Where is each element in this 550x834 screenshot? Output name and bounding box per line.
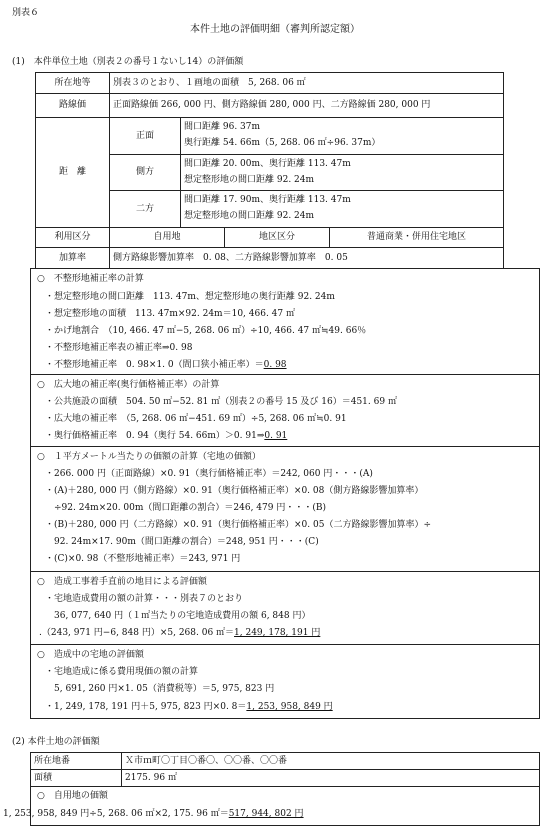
distance-label: 距 離	[35, 117, 110, 228]
lot-location-value: Ｘ市ｍ町〇丁目〇番〇、〇〇番、〇〇番	[121, 752, 540, 770]
before-construction-block	[30, 571, 540, 645]
calc-line	[3, 809, 304, 820]
second-values	[180, 190, 504, 228]
section2-heading: (2) 本件土地の評価額	[12, 737, 100, 747]
add-label: 加算率	[35, 247, 110, 269]
block-result-line	[45, 702, 333, 713]
self-use-block	[3, 786, 540, 826]
front-label: 正面	[109, 117, 181, 155]
second-line: 間口距離 17. 90m、奥行距離 113. 47m	[184, 195, 351, 205]
result-prefix: ・不整形地補正率 0. 98×1. 0（間口狭小補正率）＝	[45, 360, 264, 370]
result-value: 0. 91	[264, 431, 288, 441]
result-prefix: ・1, 249, 178, 191 円＋5, 975, 823 円×0. 8＝	[45, 702, 247, 712]
route-label: 路線価	[35, 93, 110, 118]
block-title: ○ １平方メートル当たりの価額の計算（宅地の価額）	[37, 452, 261, 462]
lot-location-label: 所在地番	[30, 752, 122, 770]
irregular-block	[30, 268, 540, 375]
calc-prefix: 1, 253, 958, 849 円÷5, 268. 06 ㎡×2, 175. 96 ㎡＝	[3, 809, 229, 819]
block-line: ・(A)＋280, 000 円（側方路線）×0. 91（奥行価格補正率）×0. 08（側方路線影響加算率）	[45, 486, 424, 496]
result-value: 0. 98	[263, 360, 287, 370]
block-line: ・公共施設の面積 504. 50 ㎡−52. 81 ㎡（別表２の番号 15 及び 16）＝451. 69 ㎡	[45, 397, 397, 407]
appendix-tag: 別表６	[12, 8, 40, 18]
block-line: ・宅地造成費用の額の計算・・・別表７のとおり	[45, 594, 244, 604]
route-value: 正面路線価 266, 000 円、側方路線価 280, 000 円、二方路線価 280, 000 円	[109, 93, 504, 118]
block-title: ○ 不整形地補正率の計算	[37, 274, 144, 284]
block-result-line	[45, 431, 287, 442]
result-prefix: .（243, 971 円−6, 848 円）×5, 268. 06 ㎡＝	[39, 628, 235, 638]
block-result-line	[45, 360, 287, 371]
area-value: 2175. 96 ㎡	[121, 769, 540, 787]
block-title: ○ 広大地の補正率(奥行価格補正率）の計算	[37, 380, 220, 390]
block-line: 5, 691, 260 円×1. 05（消費税等）＝5, 975, 823 円	[45, 684, 275, 694]
block-title: ○ 造成工事着手直前の地目による評価額	[37, 577, 207, 587]
result-value: 1, 249, 178, 191 円	[234, 628, 321, 638]
zone-value: 普通商業・併用住宅地区	[329, 227, 504, 248]
during-construction-block	[30, 644, 540, 719]
location-label: 所在地等	[35, 72, 110, 94]
block-line: ・(C)×0. 98（不整形地補正率）＝243, 971 円	[45, 554, 241, 564]
block-line: 92. 24m×17. 90m（間口距離の割合）＝248, 951 円・・・(C)	[45, 537, 319, 547]
block-line: ・想定整形地の間口距離 113. 47m、想定整形地の奥行距離 92. 24m	[45, 292, 335, 302]
unit-price-block	[30, 446, 540, 572]
block-line: ・(B)＋280, 000 円（二方路線）×0. 91（奥行価格補正率）×0. 05（二方路線影響加算率）÷	[45, 520, 431, 530]
side-line: 想定整形地の間口距離 92. 24m	[184, 175, 315, 185]
second-line: 想定整形地の間口距離 92. 24m	[184, 211, 315, 221]
use-label: 利用区分	[35, 227, 110, 248]
block-line: ・広大地の補正率 （5, 268. 06 ㎡−451. 69 ㎡）÷5, 268. 06 ㎡≒0. 91	[45, 414, 347, 424]
block-title: ○ 自用地の価額	[37, 791, 108, 801]
front-line: 間口距離 96. 37m	[184, 122, 261, 132]
result-prefix: ・奥行価格補正率 0. 94（奥行 54. 66m）＞0. 91⇒	[45, 431, 265, 441]
add-value: 側方路線影響加算率 0. 08、二方路線影響加算率 0. 05	[109, 247, 504, 269]
side-label: 側方	[109, 154, 181, 191]
wide-land-block	[30, 374, 540, 447]
section1-heading: (1) 本件単位土地（別表２の番号１ないし14）の評価額	[12, 57, 244, 67]
location-value: 別表３のとおり、１画地の面積 5, 268. 06 ㎡	[109, 72, 504, 94]
block-line: ・不整形地補正率表の補正率⇒0. 98	[45, 343, 193, 353]
calc-value: 517, 944, 802 円	[228, 809, 304, 819]
front-line: 奥行距離 54. 66m（5, 268. 06 ㎡÷96. 37m）	[184, 138, 381, 148]
block-line: ・宅地造成に係る費用現価の額の計算	[45, 667, 199, 677]
page-title: 本件土地の評価明細（審判所認定額）	[190, 24, 360, 35]
area-label: 面積	[30, 769, 122, 787]
second-label: 二方	[109, 190, 181, 228]
block-result-line	[39, 628, 320, 639]
block-line: ÷92. 24m×20. 00m（間口距離の割合）＝246, 479 円・・・(B)	[45, 503, 326, 513]
block-line: 36, 077, 640 円（１㎡当たりの宅地造成費用の額 6, 848 円）	[45, 611, 311, 621]
use-value: 自用地	[109, 227, 225, 248]
side-values	[180, 154, 504, 191]
result-value: 1, 253, 958, 849 円	[246, 702, 333, 712]
block-line: ・266. 000 円（正面路線）×0. 91（奥行価格補正率）＝242, 060 円・・・(A)	[45, 469, 373, 479]
side-line: 間口距離 20. 00m、奥行距離 113. 47m	[184, 159, 351, 169]
front-values	[180, 117, 504, 155]
block-line: ・想定整形地の面積 113. 47m×92. 24m＝10, 466. 47 ㎡	[45, 309, 295, 319]
block-line: ・かげ地割合 （10, 466. 47 ㎡−5, 268. 06 ㎡）÷10, 466. 47 ㎡≒49. 66％	[45, 326, 367, 336]
zone-label: 地区区分	[224, 227, 330, 248]
block-title: ○ 造成中の宅地の評価額	[37, 650, 144, 660]
